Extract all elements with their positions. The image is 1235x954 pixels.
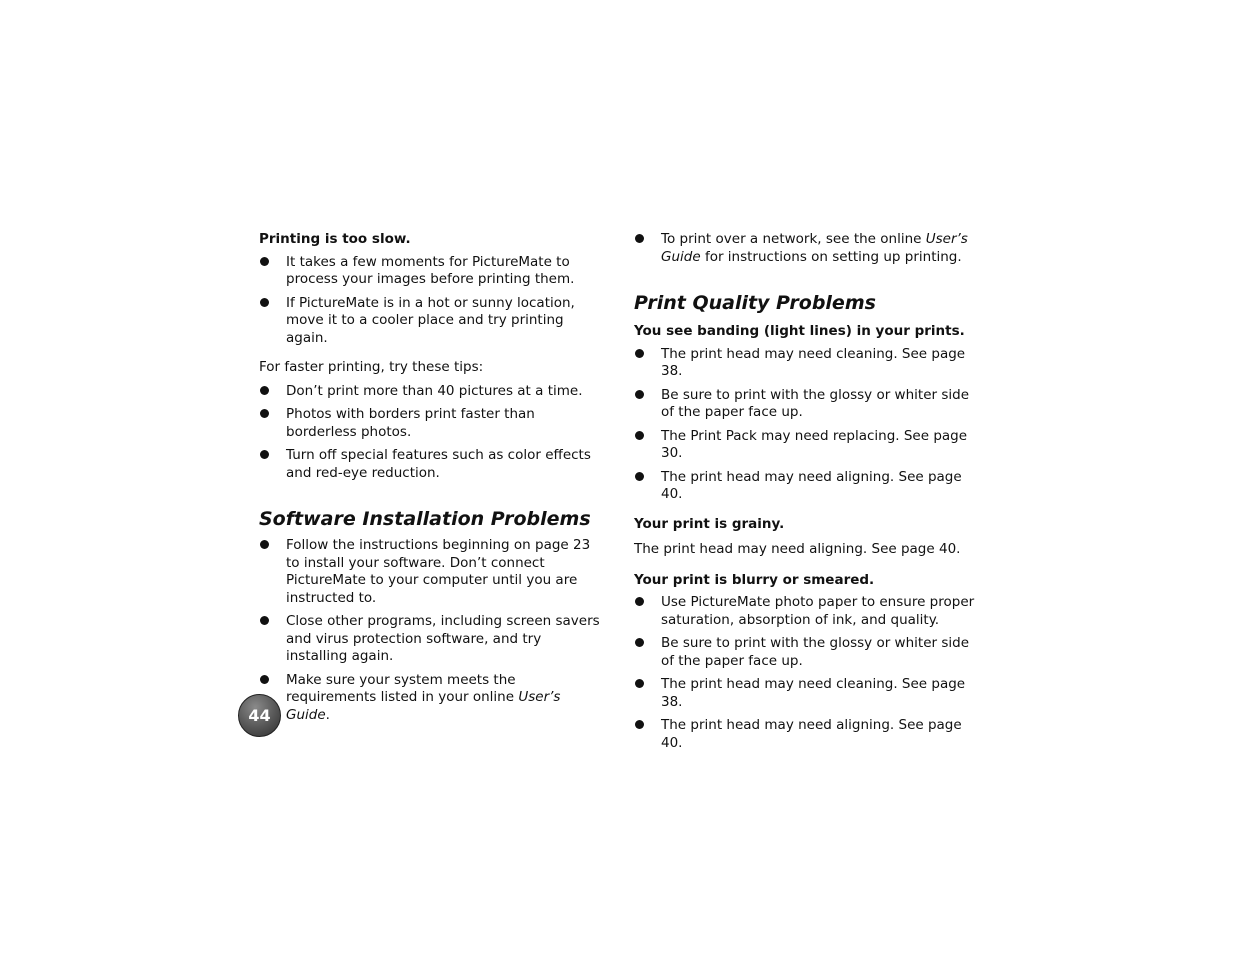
bullet-icon [260, 409, 269, 418]
blurry-list [634, 594, 979, 752]
bullet-icon [260, 386, 269, 395]
grainy-text: The print head may need aligning. See page 40. [634, 541, 961, 557]
users-guide-reference: User’s Guide [286, 689, 561, 723]
list-item: The print head may need cleaning. See page 38. [634, 346, 979, 381]
bullet-icon [635, 234, 644, 243]
list-item: The print head may need aligning. See page 40. [634, 717, 979, 752]
list-item: The print head may need aligning. See page 40. [634, 469, 979, 504]
print-quality-title: Print Quality Problems [634, 292, 876, 314]
bullet-icon [635, 597, 644, 606]
grainy-heading: Your print is grainy. [634, 515, 785, 532]
bullet-icon [260, 540, 269, 549]
banding-list [634, 346, 979, 504]
list-item: Be sure to print with the glossy or whiter side of the paper face up. [634, 387, 979, 422]
right-column [634, 231, 979, 758]
bullet-icon [260, 675, 269, 684]
slow-printing-list [259, 254, 604, 348]
list-item: It takes a few moments for PictureMate to process your images before printing them. [259, 254, 604, 289]
bullet-icon [635, 720, 644, 729]
page-number: 44 [248, 706, 271, 725]
page-number-badge [238, 694, 281, 737]
list-item: Make sure your system meets the requirements listed in your online User’s Guide. [259, 672, 604, 725]
users-guide-reference: User’s Guide [661, 231, 968, 265]
banding-heading: You see banding (light lines) in your prints. [634, 323, 965, 339]
bullet-icon [260, 298, 269, 307]
bullet-icon [260, 450, 269, 459]
list-item: Be sure to print with the glossy or whiter side of the paper face up. [634, 635, 979, 670]
list-item: Follow the instructions beginning on page 23 to install your software. Don’t connect PictureMate to your computer until you are instructed to. [259, 537, 604, 607]
bullet-icon [260, 257, 269, 266]
faster-printing-intro: For faster printing, try these tips: [259, 359, 484, 375]
list-item: Use PictureMate photo paper to ensure proper saturation, absorption of ink, and quality. [634, 594, 979, 629]
bullet-icon [635, 679, 644, 688]
bullet-icon [635, 638, 644, 647]
faster-printing-list [259, 383, 604, 483]
bullet-icon [260, 616, 269, 625]
bullet-icon [635, 390, 644, 399]
bullet-icon [635, 349, 644, 358]
list-item: Photos with borders print faster than borderless photos. [259, 406, 604, 441]
list-item: Close other programs, including screen savers and virus protection software, and try installing again. [259, 613, 604, 666]
software-installation-list [259, 537, 604, 724]
list-item: Turn off special features such as color effects and red-eye reduction. [259, 447, 604, 482]
software-installation-title: Software Installation Problems [259, 508, 591, 530]
list-item: The print head may need cleaning. See page 38. [634, 676, 979, 711]
list-item: If PictureMate is in a hot or sunny location, move it to a cooler place and try printing again. [259, 295, 604, 348]
slow-printing-heading: Printing is too slow. [259, 231, 411, 247]
left-column [259, 231, 604, 730]
bullet-icon [635, 472, 644, 481]
bullet-icon [635, 431, 644, 440]
list-item: To print over a network, see the online User’s Guide for instructions on setting up printing. [634, 231, 979, 266]
blurry-heading: Your print is blurry or smeared. [634, 571, 875, 588]
list-item: Don’t print more than 40 pictures at a time. [259, 383, 604, 401]
network-list [634, 231, 979, 266]
list-item: The Print Pack may need replacing. See page 30. [634, 428, 979, 463]
